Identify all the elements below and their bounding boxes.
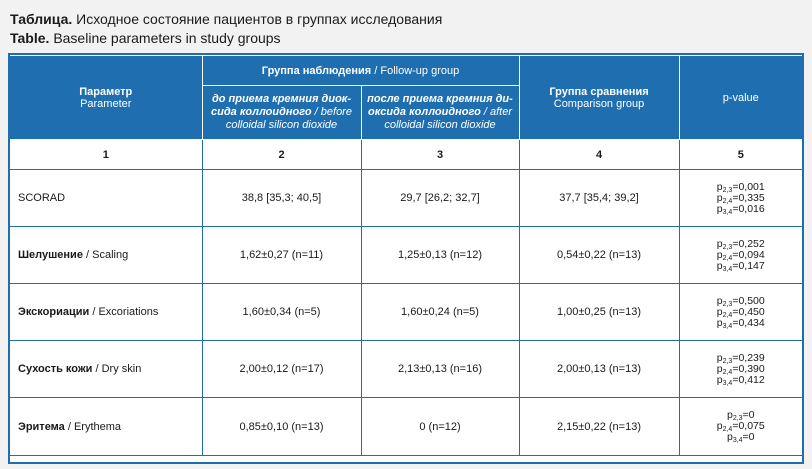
pvalue-subscript: 2,4: [722, 368, 733, 376]
pvalue-symbol: p: [716, 191, 723, 204]
cell-parameter: [10, 341, 202, 398]
pvalue-symbol: p: [716, 259, 723, 272]
pvalue-subscript: 3,4: [722, 322, 733, 330]
header-after-en: / after colloidal silicon dioxide: [384, 106, 513, 131]
pvalue-symbol: p: [716, 316, 723, 329]
pvalue-symbol: p: [716, 248, 723, 261]
pvalue-value: =0,335: [732, 191, 765, 204]
header-param-ru: Параметр: [79, 85, 133, 98]
cell-before: 2,00±0,12 (n=17): [202, 341, 361, 398]
table-row: [10, 284, 802, 341]
cell-comparison: 1,00±0,25 (n=13): [519, 284, 679, 341]
cell-pvalue: [679, 341, 802, 398]
header-before-ru: до приема кремния диок-сида коллоидного: [211, 93, 352, 118]
pvalue-value: =0,252: [732, 237, 765, 250]
pvalue-line: [684, 318, 799, 329]
cell-parameter: [10, 227, 202, 284]
column-number: 4: [519, 140, 679, 170]
caption-ru-text: Исходное состояние пациентов в группах исследования: [76, 11, 443, 27]
pvalue-value: =0: [742, 409, 755, 421]
pvalue-subscript: 2,3: [722, 243, 733, 251]
header-followup-group: [202, 56, 519, 86]
parameter-en: / Scaling: [82, 249, 129, 261]
pvalue-symbol: p: [716, 351, 723, 364]
caption-ru: [10, 10, 442, 29]
cell-pvalue: [679, 398, 802, 456]
pvalue-line: [684, 261, 799, 272]
cell-after: 0 (n=12): [361, 398, 519, 456]
pvalue-subscript: 2,4: [722, 426, 733, 433]
header-comparison-en: Comparison group: [553, 97, 645, 110]
pvalue-value: =0: [742, 431, 755, 443]
cell-parameter: [10, 170, 202, 227]
pvalue-subscript: 2,4: [722, 311, 733, 319]
pvalue-value: =0,094: [732, 248, 765, 261]
column-number: 3: [361, 140, 519, 170]
table-caption: [10, 10, 442, 48]
table-row: [10, 341, 802, 398]
header-after: [361, 86, 519, 140]
caption-en-label: Table.: [10, 30, 50, 46]
cell-pvalue: [679, 284, 802, 341]
cell-parameter: [10, 284, 202, 341]
column-number: 2: [202, 140, 361, 170]
pvalue-value: =0,390: [732, 362, 765, 375]
table-body: [10, 140, 802, 456]
table-frame: [8, 53, 804, 464]
pvalue-value: =0,016: [732, 202, 765, 215]
pvalue-subscript: 2,3: [722, 300, 733, 308]
pvalue-symbol: p: [716, 420, 723, 432]
table-row: [10, 227, 802, 284]
header-parameter: [10, 56, 202, 140]
parameter-en: / Erythema: [64, 420, 122, 433]
pvalue-subscript: 3,4: [732, 437, 743, 444]
parameter-ru: Эритема: [18, 420, 65, 433]
cell-before: 38,8 [35,3; 40,5]: [202, 170, 361, 227]
pvalue-subscript: 2,3: [722, 357, 733, 365]
column-number: 5: [679, 140, 802, 170]
pvalue-symbol: p: [716, 305, 723, 318]
parameter-en: SCORAD: [18, 192, 66, 204]
cell-before: 0,85±0,10 (n=13): [202, 398, 361, 456]
cell-comparison: 37,7 [35,4; 39,2]: [519, 170, 679, 227]
pvalue-value: =0,239: [732, 351, 765, 364]
pvalue-symbol: p: [716, 362, 723, 375]
cell-before: 1,62±0,27 (n=11): [202, 227, 361, 284]
pvalue-symbol: p: [726, 409, 733, 421]
pvalue-subscript: 3,4: [722, 379, 733, 387]
cell-comparison: 2,00±0,13 (n=13): [519, 341, 679, 398]
pvalue-value: =0,434: [732, 316, 765, 329]
cell-after: 2,13±0,13 (n=16): [361, 341, 519, 398]
pvalue-line: [684, 432, 799, 443]
header-pvalue: p-value: [679, 56, 802, 140]
pvalue-subscript: 3,4: [722, 265, 733, 273]
pvalue-subscript: 2,4: [722, 197, 733, 205]
header-param-en: Parameter: [80, 97, 132, 110]
cell-after: 29,7 [26,2; 32,7]: [361, 170, 519, 227]
header-followup-en: / Follow-up group: [371, 64, 460, 77]
caption-ru-label: Таблица.: [10, 11, 73, 27]
header-after-ru: после приема кремния ди-оксида коллоидного: [367, 93, 513, 118]
pvalue-symbol: p: [716, 294, 723, 307]
column-number-row: [10, 140, 802, 170]
cell-comparison: 2,15±0,22 (n=13): [519, 398, 679, 456]
pvalue-value: =0,450: [732, 305, 765, 318]
cell-before: 1,60±0,34 (n=5): [202, 284, 361, 341]
cell-after: 1,60±0,24 (n=5): [361, 284, 519, 341]
parameter-en: / Excoriations: [89, 306, 159, 318]
cell-pvalue: [679, 227, 802, 284]
parameter-ru: Шелушение: [18, 249, 83, 261]
caption-en-text: Baseline parameters in study groups: [53, 30, 281, 46]
pvalue-subscript: 2,3: [732, 415, 743, 422]
pvalue-value: =0,412: [732, 373, 765, 386]
header-before: [202, 86, 361, 140]
pvalue-line: [684, 204, 799, 215]
pvalue-value: =0,147: [732, 259, 765, 272]
pvalue-value: =0,075: [732, 420, 765, 432]
table-row: [10, 398, 802, 456]
header-row-1: [10, 56, 802, 86]
pvalue-value: =0,500: [732, 294, 765, 307]
cell-parameter: [10, 398, 202, 456]
pvalue-line: [684, 375, 799, 386]
pvalue-subscript: 2,4: [722, 254, 733, 262]
pvalue-symbol: p: [726, 431, 733, 443]
pvalue-line: [684, 421, 799, 432]
pvalue-subscript: 2,3: [722, 186, 733, 194]
pvalue-symbol: p: [716, 373, 723, 386]
header-comparison-ru: Группа сравнения: [549, 85, 649, 98]
parameter-en: / Dry skin: [92, 363, 142, 375]
cell-after: 1,25±0,13 (n=12): [361, 227, 519, 284]
header-comparison-group: [519, 56, 679, 140]
baseline-table: [10, 55, 802, 456]
pvalue-subscript: 3,4: [722, 208, 733, 216]
parameter-ru: Экскориации: [18, 306, 90, 318]
cell-comparison: 0,54±0,22 (n=13): [519, 227, 679, 284]
pvalue-symbol: p: [716, 202, 723, 215]
parameter-ru: Сухость кожи: [18, 363, 93, 375]
pvalue-symbol: p: [716, 180, 723, 193]
pvalue-value: =0,001: [732, 180, 765, 193]
cell-pvalue: [679, 170, 802, 227]
caption-en: [10, 29, 442, 48]
pvalue-symbol: p: [716, 237, 723, 250]
column-number: 1: [10, 140, 202, 170]
header-followup-ru: Группа наблюдения: [261, 64, 372, 77]
header-before-en: / before colloidal silicon dioxide: [225, 106, 352, 131]
table-row: [10, 170, 802, 227]
